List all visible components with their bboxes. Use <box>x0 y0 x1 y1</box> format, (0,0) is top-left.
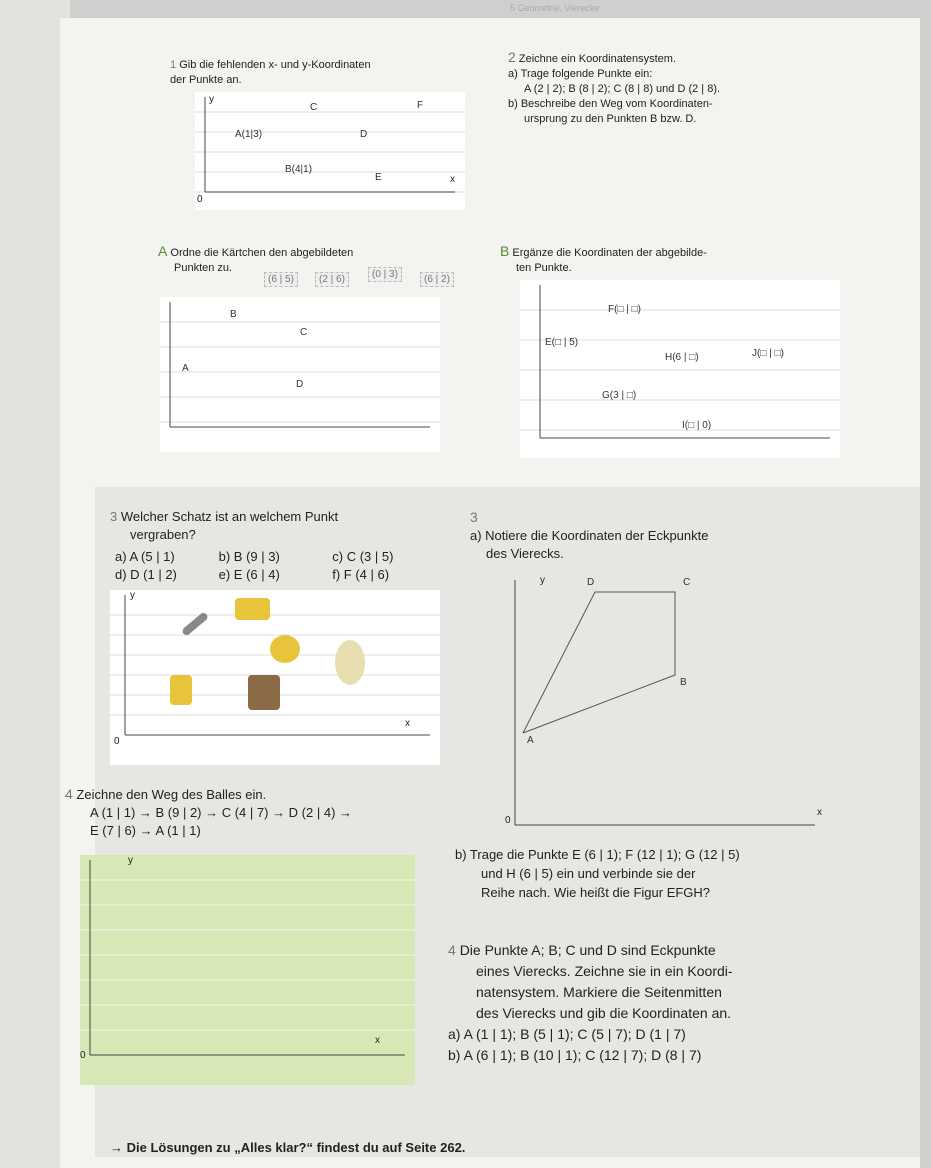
point-A-label: A <box>182 363 189 374</box>
origin-label: 0 <box>80 1050 86 1061</box>
y-axis-label: y <box>130 590 135 601</box>
point-C-label: C <box>310 102 318 113</box>
task4b-text: 4 Die Punkte A; B; C und D sind Eckpunkte eines Vierecks. Zeichne sie in ein Koordi- natensystem. Markiere die Seitenmitten des Vierecks und gib die Koordinaten an. a) A (1 | 1); B (5 | 1); C (5 | 7); D (1 | 7) b) A (6 | 1); B (10 | 1); C (12 | 7); D (8 | 7) <box>448 942 733 1063</box>
task3b-text: 3 a) Notiere die Koordinaten der Eckpunkte des Vierecks. <box>470 509 709 561</box>
card-1[interactable]: (6 | 5) <box>264 272 298 287</box>
taskA-coordinate-grid <box>160 297 440 452</box>
treasure-chest-icon <box>248 675 280 710</box>
point-J-label: J(□ | □) <box>752 348 784 359</box>
task3b-part-b: b) Trage die Punkte E (6 | 1); F (12 | 1); G (12 | 5) und H (6 | 5) ein und verbinde sie der Reihe nach. Wie heißt die Figur EFGH? <box>455 847 740 900</box>
point-E-label: E <box>375 172 382 183</box>
point-D-label: D <box>360 129 368 140</box>
grid-lines <box>195 92 465 210</box>
task2-text: 2 Zeichne ein Koordinatensystem. a) Trage folgende Punkte ein: A (2 | 2); B (8 | 2); C (8 | 8) und D (2 | 8). b) Beschreibe den Weg vom Koordinaten- ursprung zu den Punkten B bzw. D. <box>508 49 721 125</box>
crown-icon <box>235 598 270 620</box>
point-I-label: I(□ | 0) <box>682 420 712 431</box>
y-axis-label: y <box>128 855 133 866</box>
quadrilateral-chart <box>495 575 820 840</box>
grid-lines <box>160 297 440 452</box>
card-4[interactable]: (6 | 2) <box>420 272 454 287</box>
taskA-text: A Ordne die Kärtchen den abgebildeten Punkten zu. <box>158 243 354 274</box>
task-number: 1 <box>170 59 177 71</box>
origin-label: 0 <box>114 736 120 747</box>
point-A-label: A <box>527 735 534 746</box>
y-axis-label: y <box>209 94 214 105</box>
grid-lines <box>80 855 415 1085</box>
y-axis-label: y <box>540 575 545 586</box>
origin-label: 0 <box>197 194 203 205</box>
shield-icon <box>170 675 192 705</box>
point-G-label: G(3 | □) <box>602 390 637 401</box>
point-F-label: F <box>417 100 424 111</box>
point-C-label: C <box>300 327 308 338</box>
grid-lines <box>520 280 840 458</box>
card-2[interactable]: (2 | 6) <box>315 272 349 287</box>
point-D-label: D <box>296 379 304 390</box>
task1-coordinate-grid <box>195 92 465 210</box>
x-axis-label: x <box>450 174 455 185</box>
card-3[interactable]: (0 | 3) <box>368 267 402 282</box>
taskB-coordinate-grid <box>520 280 840 458</box>
x-axis-label: x <box>405 718 410 729</box>
quadrilateral-grid <box>495 575 820 840</box>
x-axis-label: x <box>375 1035 380 1046</box>
footer-note: → Die Lösungen zu „Alles klar?“ findest du auf Seite 262. <box>110 1140 466 1155</box>
ball-path-grid <box>80 855 415 1085</box>
task3a-items: a) A (5 | 1) b) B (9 | 3) c) C (3 | 5) d) D (1 | 2) e) E (6 | 4) f) F (4 | 6) <box>115 549 394 582</box>
point-E-label: E(□ | 5) <box>545 337 579 348</box>
necklace-icon <box>335 640 365 685</box>
running-header: 5 Geometrie, Vierecke <box>510 3 600 13</box>
point-B-label: B <box>680 677 687 688</box>
point-C-label: C <box>683 577 691 588</box>
treasure-grid <box>110 590 440 765</box>
taskB-text: B Ergänze die Koordinaten der abgebilde- ten Punkte. <box>500 243 707 274</box>
task3a-text: 3 Welcher Schatz ist an welchem Punkt vergraben? <box>110 509 339 542</box>
x-axis-label: x <box>817 807 822 818</box>
task1-text: 1 Gib die fehlenden x- und y-Koordinaten der Punkte an. <box>170 59 371 86</box>
coins-icon <box>270 635 300 663</box>
point-H-label: H(6 | □) <box>665 352 699 363</box>
point-B-label: B <box>230 309 237 320</box>
point-A-label: A(1|3) <box>235 129 263 140</box>
point-D-label: D <box>587 577 595 588</box>
task4a-text: 4 Zeichne den Weg des Balles ein. A (1 | 1) → B (9 | 2) → C (4 | 7) → D (2 | 4) → E (7 | 6) → A (1 | 1) <box>65 786 353 838</box>
point-B-label: B(4|1) <box>285 164 313 175</box>
origin-label: 0 <box>505 815 511 826</box>
point-F-label: F(□ | □) <box>608 304 642 315</box>
